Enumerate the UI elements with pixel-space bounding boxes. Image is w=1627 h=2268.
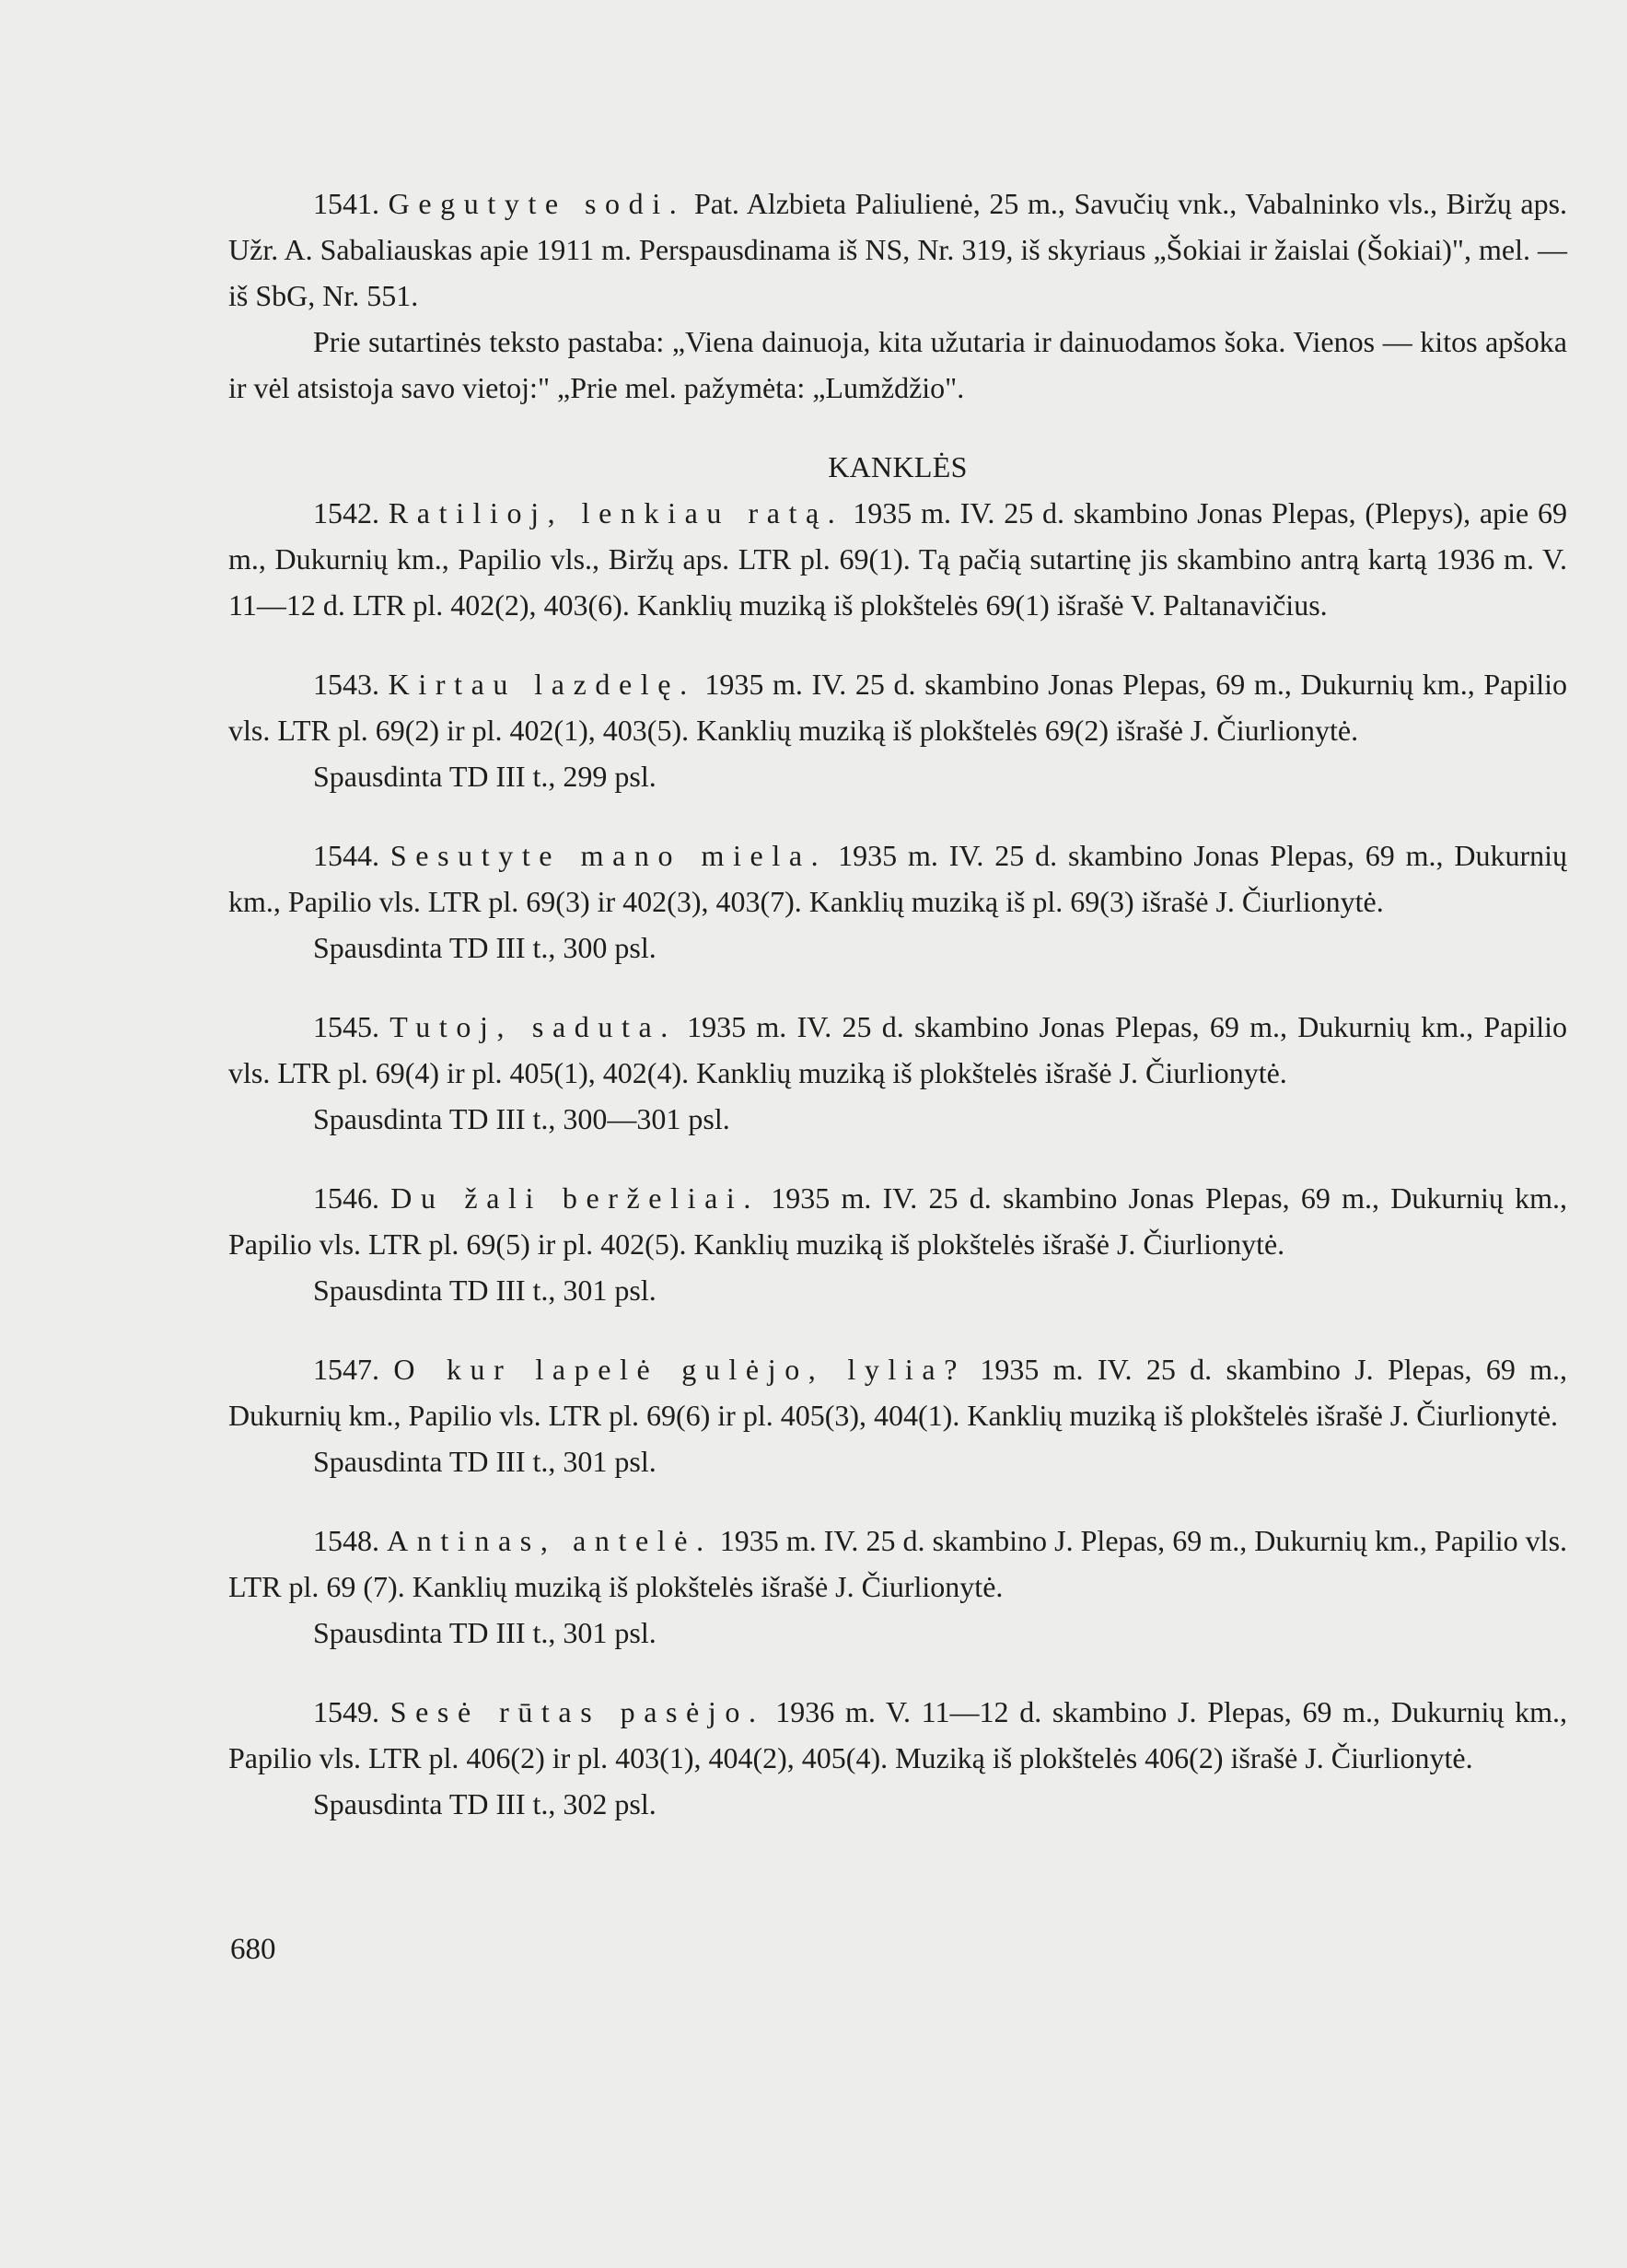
entry-number: 1542. [313,496,379,529]
entry-1541 [228,180,1567,411]
entry-title: Kirtau lazdelę. [388,668,696,701]
entry-1546 [228,1175,1567,1313]
entry-number: 1545. [313,1010,379,1043]
entry-text: 1935 m. IV. 25 d. skambino Jonas Plepas, 69 m., Dukurnių km., Papilio vls. LTR pl. 69(2) ir pl. 402(1), 403(5). Kanklių muziką iš plokštelės 69(2) išrašė J. Čiurlionytė. [228,668,1568,747]
entry-note: Prie sutartinės teksto pastaba: „Viena dainuoja, kita užutaria ir dainuodamos šoka. Vienos — kitos apšoka ir vėl atsistoja savo vietoj:" „Prie mel. pažymėta: „Lumždžio". [228,325,1567,404]
entry-number: 1548. [313,1524,379,1557]
entry-reference: Spausdinta TD III t., 300 psl. [313,931,657,964]
entry-text: 1935 m. IV. 25 d. skambino J. Plepas, 69 m., Dukurnių km., Papilio vls. LTR pl. 69(6) ir pl. 405(3), 404(1). Kanklių muziką iš plokštelės išrašė J. Čiurlionytė. [228,1353,1568,1432]
entry-paragraph [228,490,1567,628]
entry-reference: Spausdinta TD III t., 299 psl. [313,760,657,793]
entry-reference: Spausdinta TD III t., 301 psl. [313,1274,657,1307]
entry-1543 [228,661,1567,799]
entry-number: 1544. [313,839,379,872]
entry-text: 1935 m. IV. 25 d. skambino Jonas Plepas, 69 m., Dukurnių km., Papilio vls. LTR pl. 69(4) ir pl. 405(1), 402(4). Kanklių muziką iš plokštelės išrašė J. Čiurlionytė. [228,1010,1568,1089]
entry-1547 [228,1346,1567,1484]
entries-list [228,490,1567,1827]
entry-text: 1935 m. IV. 25 d. skambino Jonas Plepas, 69 m., Dukurnių km., Papilio vls. LTR pl. 69(3) ir 402(3), 403(7). Kanklių muziką iš pl. 69(3) išrašė J. Čiurlionytė. [228,839,1568,918]
entry-paragraph [228,180,1567,319]
entry-1544 [228,832,1567,971]
entry-reference: Spausdinta TD III t., 301 psl. [313,1616,657,1649]
entry-reference: Spausdinta TD III t., 302 psl. [313,1787,657,1820]
entry-title: Sesutyte mano miela. [389,839,828,872]
entry-title: O kur lapelė gulėjo, lylia? [393,1353,967,1386]
entry-paragraph [228,1689,1567,1781]
section-heading: KANKLĖS [828,450,968,483]
page-number: 680 [230,1933,276,1966]
entry-1542 [228,490,1567,628]
entry-text: 1935 m. IV. 25 d. skambino J. Plepas, 69 m., Dukurnių km., Papilio vls. LTR pl. 69 (7). Kanklių muziką iš plokštelės išrašė J. Čiurlionytė. [228,1524,1568,1603]
entry-text: 1935 m. IV. 25 d. skambino Jonas Plepas, (Plepys), apie 69 m., Dukurnių km., Papilio vls., Biržų aps. LTR pl. 69(1). Tą pačią sutartinę jis skambino antrą kartą 1936 m. V. 11—12 d. LTR pl. 402(2), 403(6). Kanklių muziką iš plokštelės 69(1) išrašė V. Paltanavičius. [228,496,1568,622]
entry-paragraph [228,1004,1567,1096]
entry-reference: Spausdinta TD III t., 300—301 psl. [313,1102,730,1135]
entry-title: Du žali berželiai. [390,1181,760,1215]
entry-paragraph [228,661,1567,753]
entry-title: Ratilioj, lenkiau ratą. [388,496,844,529]
entry-text: Pat. Alzbieta Paliulienė, 25 m., Savučių vnk., Vabalninko vls., Biržų aps. Užr. A. Sabaliauskas apie 1911 m. Perspausdinama iš NS, Nr. 319, iš skyriaus „Šokiai ir žaislai (Šokiai)", mel. — iš SbG, Nr. 551. [228,187,1568,312]
entry-number: 1546. [313,1181,379,1215]
entry-title: Gegutyte sodi. [388,187,686,220]
entry-title: Antinas, antelė. [387,1524,713,1557]
entry-number: 1549. [313,1695,379,1728]
entry-title: Tutoj, saduta. [389,1010,677,1043]
entry-number: 1547. [313,1353,379,1386]
entry-number: 1541. [313,187,379,220]
entry-reference: Spausdinta TD III t., 301 psl. [313,1445,657,1478]
entry-1545 [228,1004,1567,1142]
entry-1549 [228,1689,1567,1827]
entry-paragraph [228,1346,1567,1438]
page-text [228,180,1567,1860]
entry-paragraph [228,832,1567,925]
entry-text: 1936 m. V. 11—12 d. skambino J. Plepas, 69 m., Dukurnių km., Papilio vls. LTR pl. 406(2) ir pl. 403(1), 404(2), 405(4). Muziką iš plokštelės 406(2) išrašė J. Čiurlionytė. [228,1695,1568,1774]
entry-paragraph [228,1518,1567,1610]
entry-title: Sesė rūtas pasėjo. [389,1695,765,1728]
entry-1548 [228,1518,1567,1656]
entry-number: 1543. [313,668,379,701]
entry-text: 1935 m. IV. 25 d. skambino Jonas Plepas, 69 m., Dukurnių km., Papilio vls. LTR pl. 69(5) ir pl. 402(5). Kanklių muziką iš plokštelės išrašė J. Čiurlionytė. [228,1181,1568,1261]
entry-paragraph [228,1175,1567,1267]
